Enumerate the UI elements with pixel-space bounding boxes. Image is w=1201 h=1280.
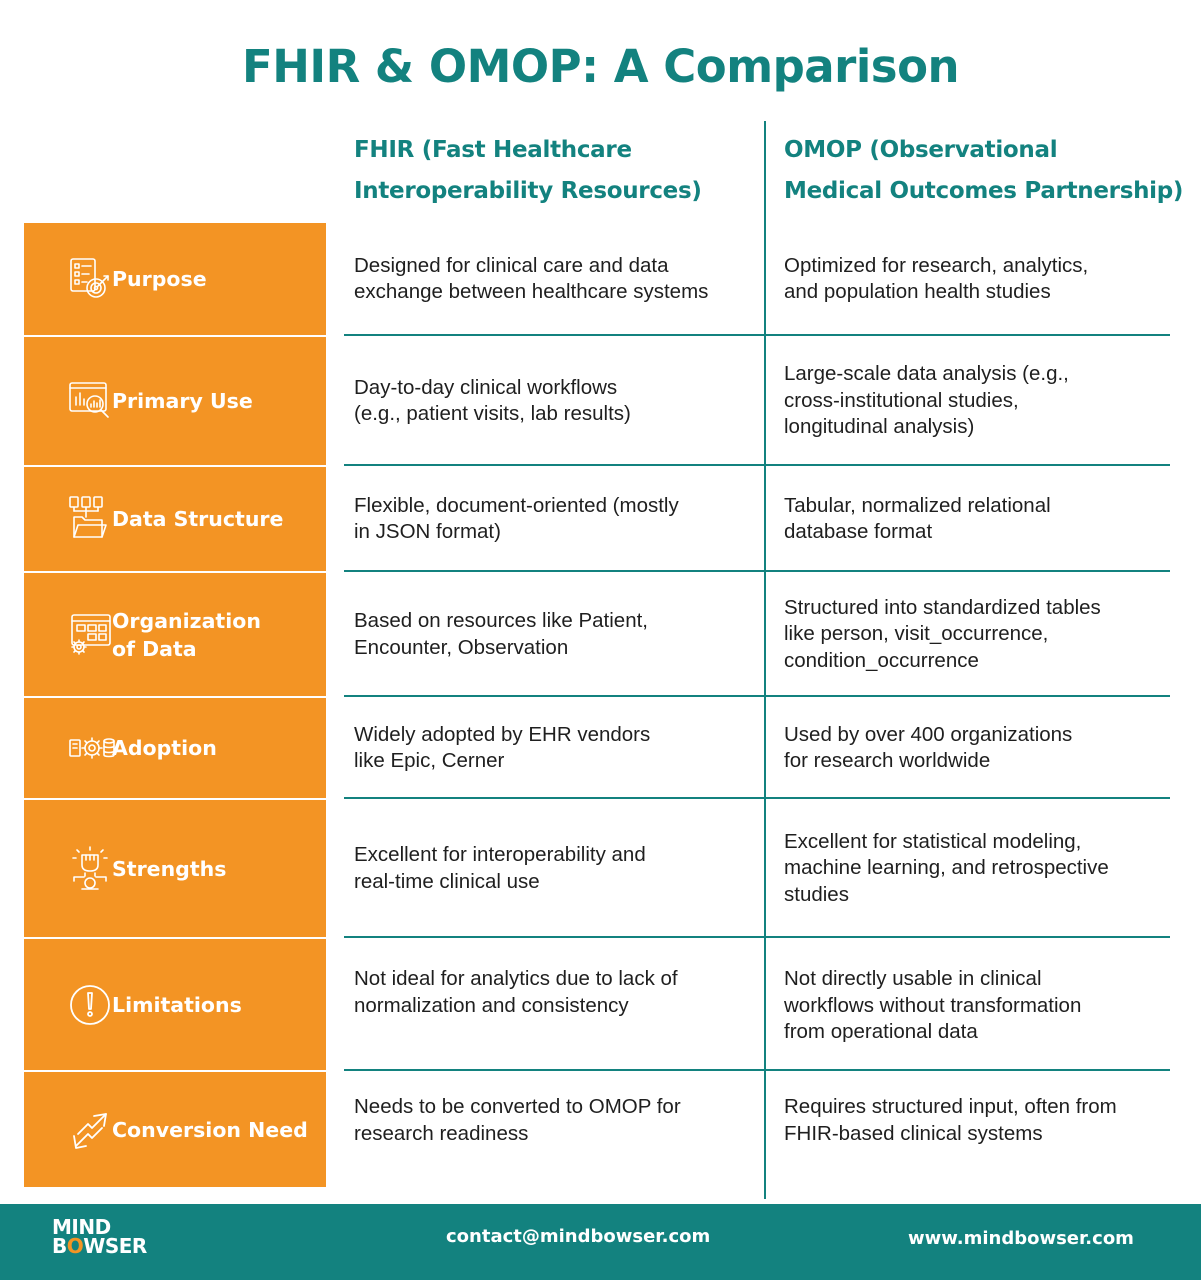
omop-cell-text: Excellent for statistical modeling, machine learning, and retrospective studies <box>784 829 1109 906</box>
logo-line1: MIND <box>52 1215 111 1239</box>
fhir-cell-text: Widely adopted by EHR vendors like Epic, Cerner <box>354 722 651 772</box>
comparison-row-adoption <box>0 698 1201 798</box>
fhir-cell-text: Day-to-day clinical workflows (e.g., patient visits, lab results) <box>354 375 631 425</box>
comparison-row-organization <box>0 573 1201 696</box>
convert-arrows-icon <box>68 1106 116 1154</box>
logo-letter-b: B <box>52 1234 67 1258</box>
omop-cell <box>784 337 1184 465</box>
fhir-cell-text: Designed for clinical care and data exchange between healthcare systems <box>354 253 709 303</box>
omop-cell-text: Not directly usable in clinical workflows without transformation from operational data <box>784 967 1082 1043</box>
fist-gear-icon <box>68 845 116 893</box>
comparison-row-conversion <box>0 1072 1201 1187</box>
row-label-cell <box>24 1072 326 1187</box>
row-label: Primary Use <box>112 389 253 413</box>
row-label-cell <box>24 337 326 465</box>
fhir-cell-text: Flexible, document-oriented (mostly in JSON format) <box>354 493 679 543</box>
omop-cell-text: Optimized for research, analytics, and population health studies <box>784 253 1089 303</box>
gear-database-icon <box>68 724 116 772</box>
row-divider <box>344 695 1170 697</box>
omop-column-header <box>784 130 1183 212</box>
fhir-header-line2: Interoperability Resources) <box>354 178 702 204</box>
fhir-cell <box>354 467 759 571</box>
row-divider <box>344 1069 1170 1071</box>
fhir-cell <box>354 1072 759 1187</box>
omop-cell-text: Large-scale data analysis (e.g., cross-institutional studies, longitudinal analysis) <box>784 362 1069 439</box>
omop-cell <box>784 223 1184 335</box>
logo-line2 <box>52 1234 147 1258</box>
page-title: FHIR & OMOP: A Comparison <box>241 40 960 93</box>
row-label-cell <box>24 223 326 335</box>
row-divider <box>344 797 1170 799</box>
omop-cell <box>784 573 1184 696</box>
comparison-row-primary-use <box>0 337 1201 465</box>
analytics-magnifier-icon <box>68 377 116 425</box>
row-label: Organization of Data <box>112 608 261 661</box>
fhir-cell-text: Needs to be converted to OMOP for research readiness <box>354 1095 681 1145</box>
omop-cell-text: Used by over 400 organizations for research worldwide <box>784 722 1073 772</box>
row-label: Limitations <box>112 992 242 1017</box>
contact-email-link[interactable]: contact@mindbowser.com <box>446 1226 711 1247</box>
row-divider <box>344 464 1170 466</box>
omop-cell <box>784 467 1184 571</box>
exclamation-circle-icon <box>68 981 116 1029</box>
row-label-cell <box>24 800 326 937</box>
fhir-cell-text: Excellent for interoperability and real-time clinical use <box>354 843 646 893</box>
fhir-cell-text: Not ideal for analytics due to lack of normalization and consistency <box>354 967 678 1017</box>
mindbowser-logo <box>52 1215 147 1258</box>
row-label: Conversion Need <box>112 1117 308 1142</box>
dashboard-gear-icon <box>68 611 116 659</box>
website-link[interactable]: www.mindbowser.com <box>908 1228 1134 1249</box>
fhir-cell <box>354 800 759 937</box>
row-label: Data Structure <box>112 507 284 531</box>
comparison-row-purpose <box>0 223 1201 335</box>
fhir-cell <box>354 337 759 465</box>
omop-cell <box>784 939 1184 1070</box>
omop-cell-text: Structured into standardized tables like person, visit_occurrence, condition_occurrence <box>784 595 1101 672</box>
footer-bar <box>0 1204 1201 1280</box>
row-label-cell <box>24 698 326 798</box>
fhir-header-line1: FHIR (Fast Healthcare <box>354 137 632 163</box>
omop-header-line1: OMOP (Observational <box>784 137 1058 163</box>
fhir-cell-text: Based on resources like Patient, Encounter, Observation <box>354 609 648 659</box>
omop-header-line2: Medical Outcomes Partnership) <box>784 178 1184 204</box>
row-label-cell <box>24 573 326 696</box>
fhir-cell <box>354 698 759 798</box>
omop-cell-text: Tabular, normalized relational database format <box>784 493 1051 543</box>
comparison-row-strengths <box>0 800 1201 937</box>
data-folder-icon <box>68 495 116 543</box>
row-label: Purpose <box>112 267 207 291</box>
fhir-cell <box>354 223 759 335</box>
row-divider <box>344 936 1170 938</box>
row-label: Strengths <box>112 856 227 881</box>
comparison-row-limitations <box>0 939 1201 1070</box>
row-divider <box>344 570 1170 572</box>
row-label-cell <box>24 939 326 1070</box>
omop-cell-text: Requires structured input, often from FHIR-based clinical systems <box>784 1095 1117 1145</box>
checklist-target-icon <box>68 255 116 303</box>
row-divider <box>344 334 1170 336</box>
comparison-row-data-structure <box>0 467 1201 571</box>
row-label-cell <box>24 467 326 571</box>
logo-letter-o: O <box>66 1234 84 1258</box>
fhir-column-header <box>354 130 702 212</box>
omop-cell <box>784 1072 1184 1187</box>
fhir-cell <box>354 939 759 1070</box>
omop-cell <box>784 800 1184 937</box>
row-label: Adoption <box>112 736 217 760</box>
omop-cell <box>784 698 1184 798</box>
logo-letters-wser: WSER <box>83 1234 147 1258</box>
fhir-cell <box>354 573 759 696</box>
